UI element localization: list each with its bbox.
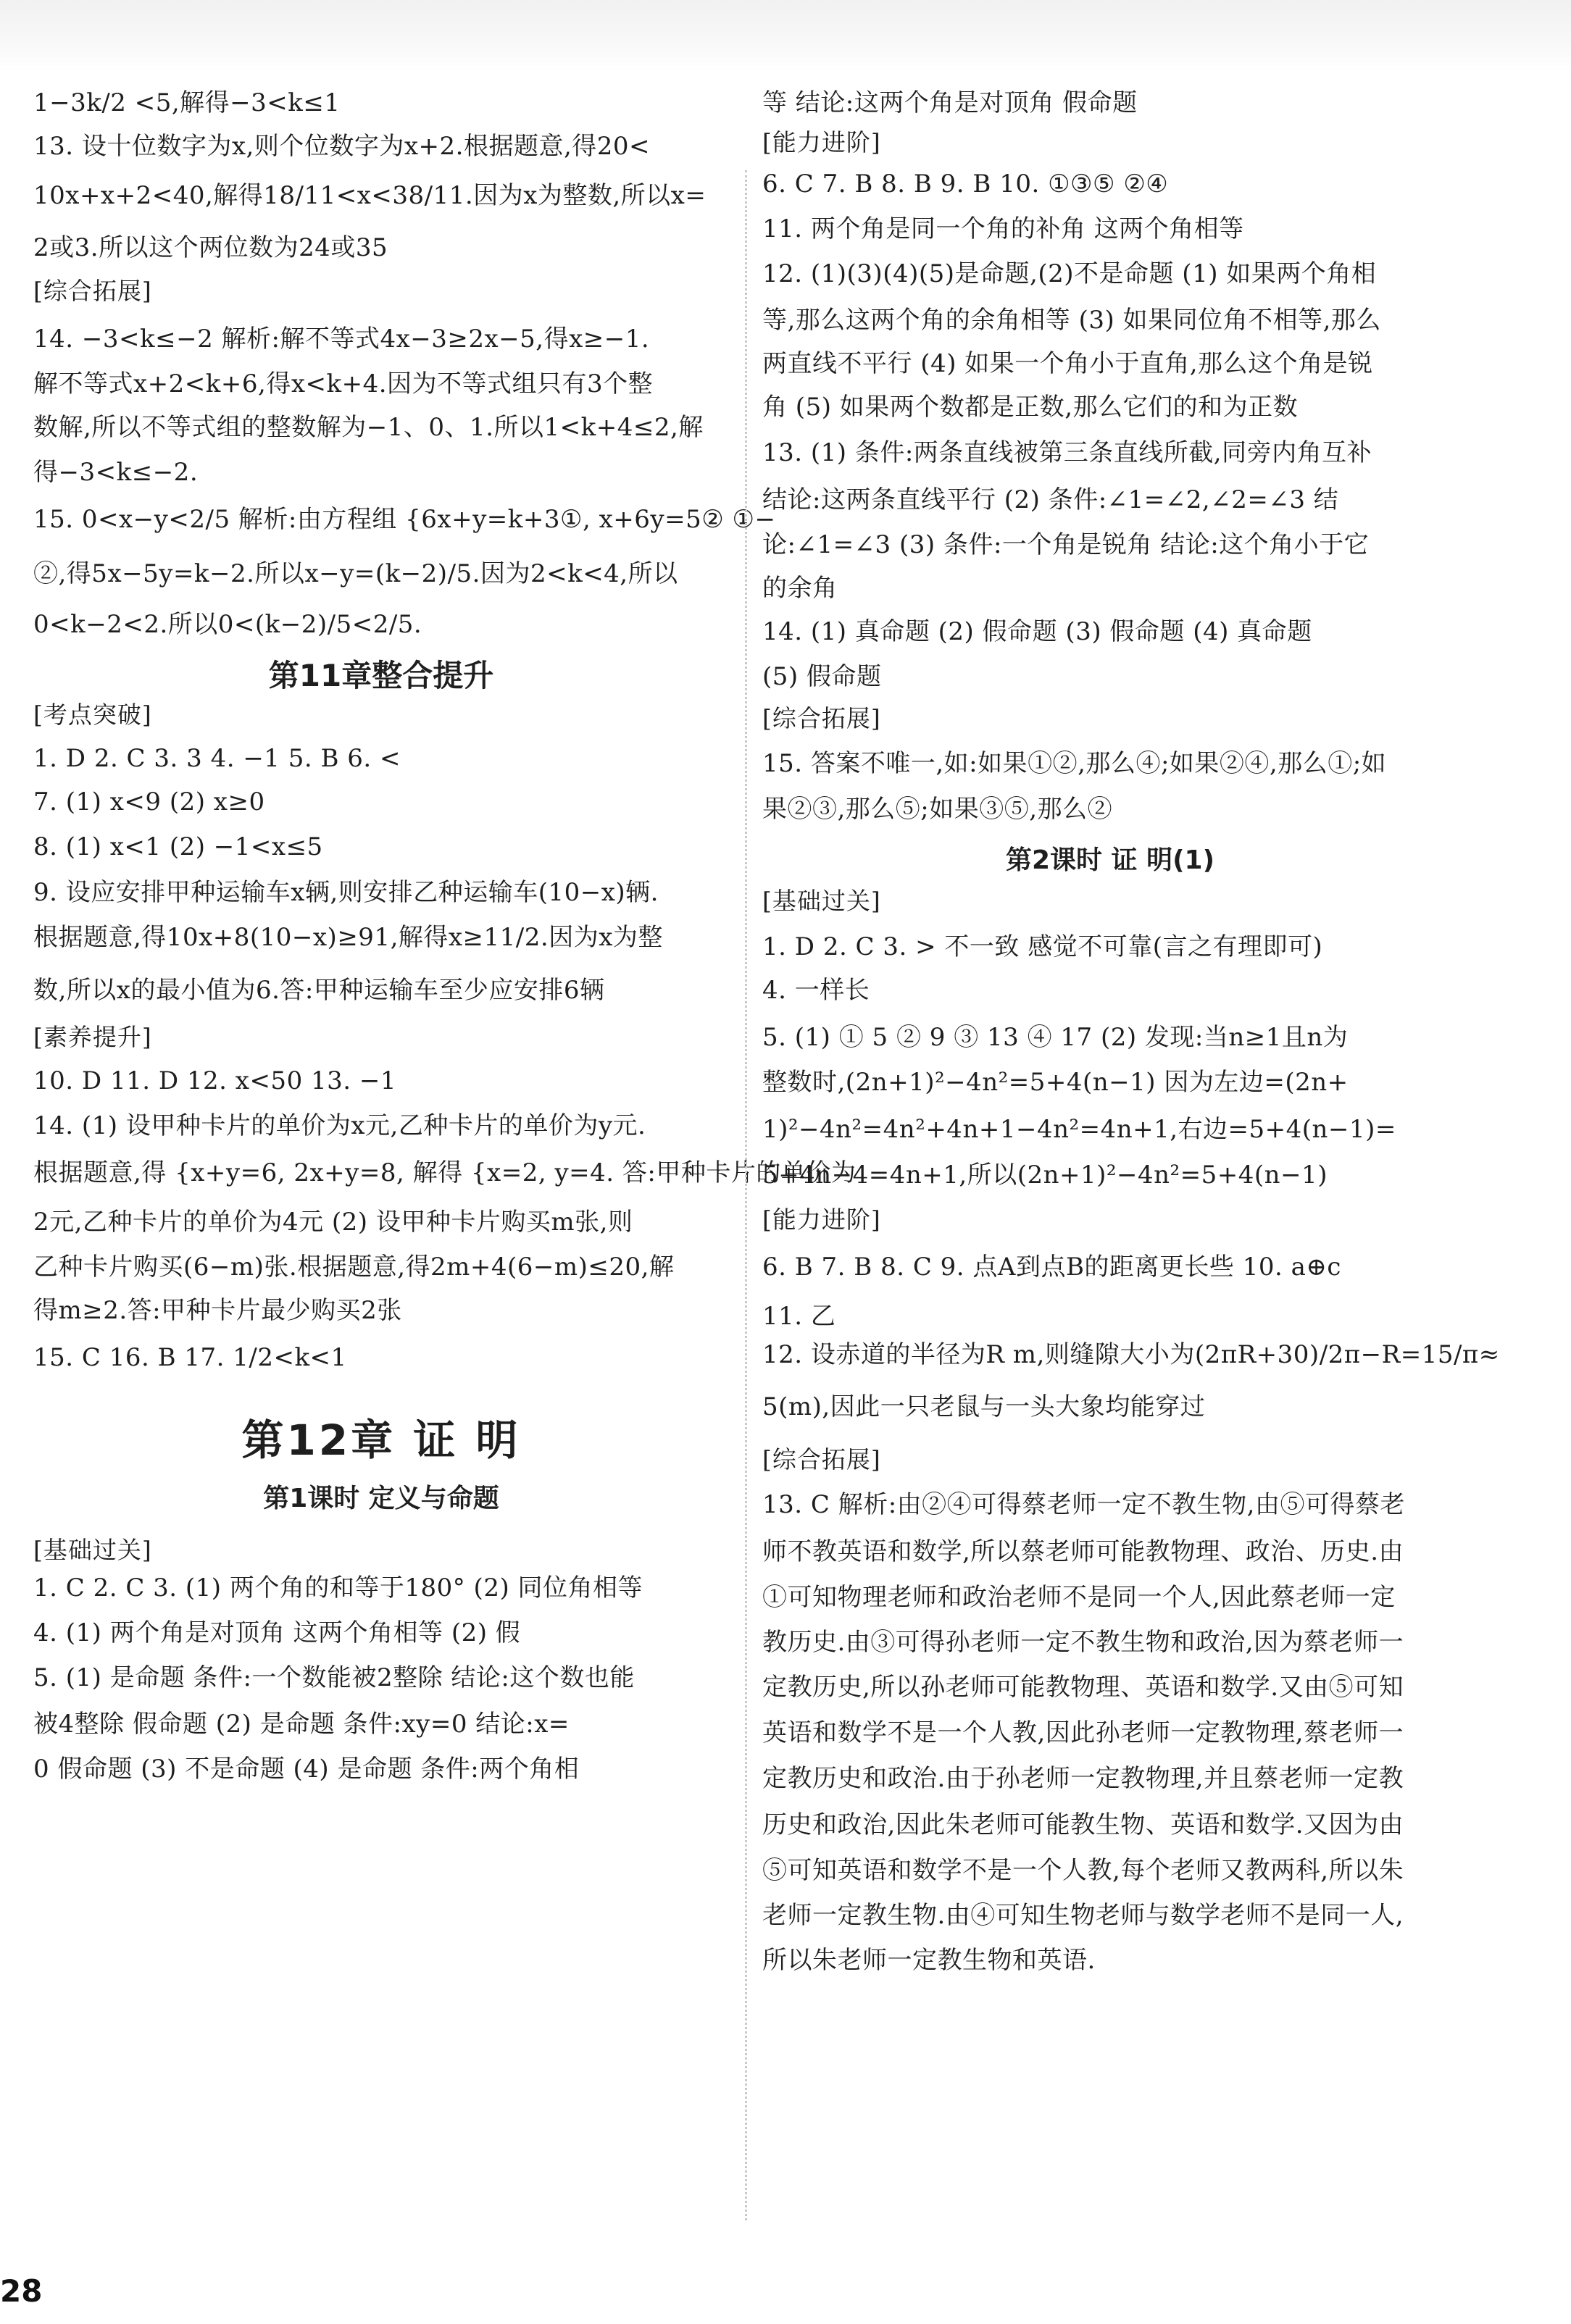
left-line: 根据题意,得10x+8(10−x)≥91,解得x≥11/2.因为x为整 bbox=[33, 923, 663, 952]
right-line: 13. C 解析:由②④可得蔡老师一定不教生物,由⑤可得蔡老 bbox=[762, 1490, 1405, 1519]
left-section-tag: [考点突破] bbox=[33, 701, 152, 729]
left-line: 解不等式x+2<k+6,得x<k+4.因为不等式组只有3个整 bbox=[33, 369, 654, 398]
left-line: 10x+x+2<40,解得18/11<x<38/11.因为x为整数,所以x= bbox=[33, 181, 707, 210]
left-line: 7. (1) x<9 (2) x≥0 bbox=[33, 787, 265, 816]
right-section-tag: [综合拓展] bbox=[762, 1445, 881, 1474]
left-line: 14. (1) 设甲种卡片的单价为x元,乙种卡片的单价为y元. bbox=[33, 1111, 646, 1140]
left-line: 4. (1) 两个角是对顶角 这两个角相等 (2) 假 bbox=[33, 1618, 521, 1647]
left-line: 数解,所以不等式组的整数解为−1、0、1.所以1<k+4≤2,解 bbox=[33, 413, 704, 442]
scan-top-edge bbox=[0, 0, 1571, 72]
left-line: 13. 设十位数字为x,则个位数字为x+2.根据题意,得20< bbox=[33, 132, 651, 161]
right-line: 15. 答案不唯一,如:如果①②,那么④;如果②④,那么①;如 bbox=[762, 749, 1387, 778]
right-line: 5(m),因此一只老鼠与一头大象均能穿过 bbox=[762, 1392, 1206, 1421]
left-line: 0 假命题 (3) 不是命题 (4) 是命题 条件:两个角相 bbox=[33, 1755, 580, 1784]
right-section-tag: [能力进阶] bbox=[762, 1205, 881, 1234]
right-line: ⑤可知英语和数学不是一个人教,每个老师又教两科,所以朱 bbox=[762, 1856, 1404, 1885]
left-line: 2元,乙种卡片的单价为4元 (2) 设甲种卡片购买m张,则 bbox=[33, 1208, 633, 1237]
right-section-tag: [综合拓展] bbox=[762, 704, 881, 732]
right-line: 角 (5) 如果两个数都是正数,那么它们的和为正数 bbox=[762, 393, 1299, 422]
chapter-title: 第12章 证 明 bbox=[241, 1416, 521, 1465]
left-section-tag: [综合拓展] bbox=[33, 277, 152, 305]
left-line: 10. D 11. D 12. x<50 13. −1 bbox=[33, 1066, 397, 1095]
column-divider bbox=[745, 170, 747, 2220]
right-line: 论:∠1=∠3 (3) 条件:一个角是锐角 结论:这个角小于它 bbox=[762, 530, 1370, 559]
left-line: 得−3<k≤−2. bbox=[33, 458, 199, 487]
left-line: 乙种卡片购买(6−m)张.根据题意,得2m+4(6−m)≤20,解 bbox=[33, 1253, 675, 1282]
page-number: 28 bbox=[0, 2273, 43, 2309]
left-line: ②,得5x−5y=k−2.所以x−y=(k−2)/5.因为2<k<4,所以 bbox=[33, 559, 678, 588]
right-line: 等 结论:这两个角是对顶角 假命题 bbox=[762, 88, 1138, 117]
left-line: 5. (1) 是命题 条件:一个数能被2整除 结论:这个数也能 bbox=[33, 1663, 635, 1692]
right-line: 老师一定教生物.由④可知生物老师与数学老师不是同一人, bbox=[762, 1901, 1404, 1930]
right-line: 1. D 2. C 3. > 不一致 感觉不可靠(言之有理即可) bbox=[762, 932, 1323, 961]
left-line: 被4整除 假命题 (2) 是命题 条件:xy=0 结论:x= bbox=[33, 1710, 570, 1739]
right-section-tag: [能力进阶] bbox=[762, 128, 881, 156]
left-line: 14. −3<k≤−2 解析:解不等式4x−3≥2x−5,得x≥−1. bbox=[33, 325, 650, 354]
right-line: 定教历史和政治.由于孙老师一定教物理,并且蔡老师一定教 bbox=[762, 1764, 1404, 1793]
left-line: 8. (1) x<1 (2) −1<x≤5 bbox=[33, 832, 323, 861]
right-line: 13. (1) 条件:两条直线被第三条直线所截,同旁内角互补 bbox=[762, 438, 1372, 467]
right-section-tag: [基础过关] bbox=[762, 887, 881, 915]
right-line: 两直线不平行 (4) 如果一个角小于直角,那么这个角是锐 bbox=[762, 349, 1373, 378]
right-line: 英语和数学不是一个人教,因此孙老师一定教物理,蔡老师一 bbox=[762, 1718, 1404, 1747]
left-line: 得m≥2.答:甲种卡片最少购买2张 bbox=[33, 1296, 402, 1325]
lesson-title: 第1课时 定义与命题 bbox=[263, 1484, 499, 1513]
right-line: 结论:这两条直线平行 (2) 条件:∠1=∠2,∠2=∠3 结 bbox=[762, 485, 1339, 514]
right-line: 11. 乙 bbox=[762, 1302, 836, 1331]
left-line: 根据题意,得 {x+y=6, 2x+y=8, 解得 {x=2, y=4. 答:甲种卡片的单价为 bbox=[33, 1158, 857, 1187]
right-line: 果②③,那么⑤;如果③⑤,那么② bbox=[762, 795, 1113, 824]
right-line: 师不教英语和数学,所以蔡老师可能教物理、政治、历史.由 bbox=[762, 1537, 1404, 1566]
left-line: 1−3k/2 <5,解得−3<k≤1 bbox=[33, 88, 341, 117]
right-line: 12. 设赤道的半径为R m,则缝隙大小为(2πR+30)/2π−R=15/π≈ bbox=[762, 1340, 1500, 1369]
right-line: 6. C 7. B 8. B 9. B 10. ①③⑤ ②④ bbox=[762, 170, 1169, 198]
right-line: 6. B 7. B 8. C 9. 点A到点B的距离更长些 10. a⊕c bbox=[762, 1253, 1341, 1282]
left-section-tag: [基础过关] bbox=[33, 1536, 152, 1564]
right-line: 12. (1)(3)(4)(5)是命题,(2)不是命题 (1) 如果两个角相 bbox=[762, 259, 1377, 288]
left-line: 1. D 2. C 3. 3 4. −1 5. B 6. < bbox=[33, 744, 401, 773]
left-line: 15. C 16. B 17. 1/2<k<1 bbox=[33, 1343, 347, 1372]
left-line: 9. 设应安排甲种运输车x辆,则安排乙种运输车(10−x)辆. bbox=[33, 878, 659, 907]
right-line: 的余角 bbox=[762, 574, 838, 603]
lesson-title: 第2课时 证 明(1) bbox=[1005, 845, 1215, 875]
right-line: 5. (1) ① 5 ② 9 ③ 13 ④ 17 (2) 发现:当n≥1且n为 bbox=[762, 1023, 1349, 1052]
right-line: 教历史.由③可得孙老师一定不教生物和政治,因为蔡老师一 bbox=[762, 1628, 1404, 1657]
left-line: 数,所以x的最小值为6.答:甲种运输车至少应安排6辆 bbox=[33, 976, 605, 1005]
left-line: 0<k−2<2.所以0<(k−2)/5<2/5. bbox=[33, 610, 422, 639]
right-line: 整数时,(2n+1)²−4n²=5+4(n−1) 因为左边=(2n+ bbox=[762, 1068, 1349, 1097]
left-section-tag: [素养提升] bbox=[33, 1023, 152, 1051]
right-line: 14. (1) 真命题 (2) 假命题 (3) 假命题 (4) 真命题 bbox=[762, 617, 1312, 646]
right-line: (5) 假命题 bbox=[762, 662, 882, 691]
right-line: 历史和政治,因此朱老师可能教生物、英语和数学.又因为由 bbox=[762, 1810, 1404, 1839]
right-line: 所以朱老师一定教生物和英语. bbox=[762, 1946, 1096, 1975]
left-line: 2或3.所以这个两位数为24或35 bbox=[33, 233, 388, 262]
right-line: 11. 两个角是同一个角的补角 这两个角相等 bbox=[762, 214, 1244, 243]
right-line: 4. 一样长 bbox=[762, 976, 870, 1005]
right-line: 5+4n−4=4n+1,所以(2n+1)²−4n²=5+4(n−1) bbox=[762, 1161, 1328, 1190]
right-line: 1)²−4n²=4n²+4n+1−4n²=4n+1,右边=5+4(n−1)= bbox=[762, 1115, 1396, 1144]
chapter-review-heading: 第11章整合提升 bbox=[268, 658, 494, 693]
left-line: 1. C 2. C 3. (1) 两个角的和等于180° (2) 同位角相等 bbox=[33, 1573, 643, 1602]
right-line: ①可知物理老师和政治老师不是同一个人,因此蔡老师一定 bbox=[762, 1583, 1396, 1612]
right-line: 等,那么这两个角的余角相等 (3) 如果同位角不相等,那么 bbox=[762, 306, 1381, 335]
left-line: 15. 0<x−y<2/5 解析:由方程组 {6x+y=k+3①, x+6y=5② ①− bbox=[33, 505, 776, 534]
right-line: 定教历史,所以孙老师可能教物理、英语和数学.又由⑤可知 bbox=[762, 1673, 1404, 1702]
